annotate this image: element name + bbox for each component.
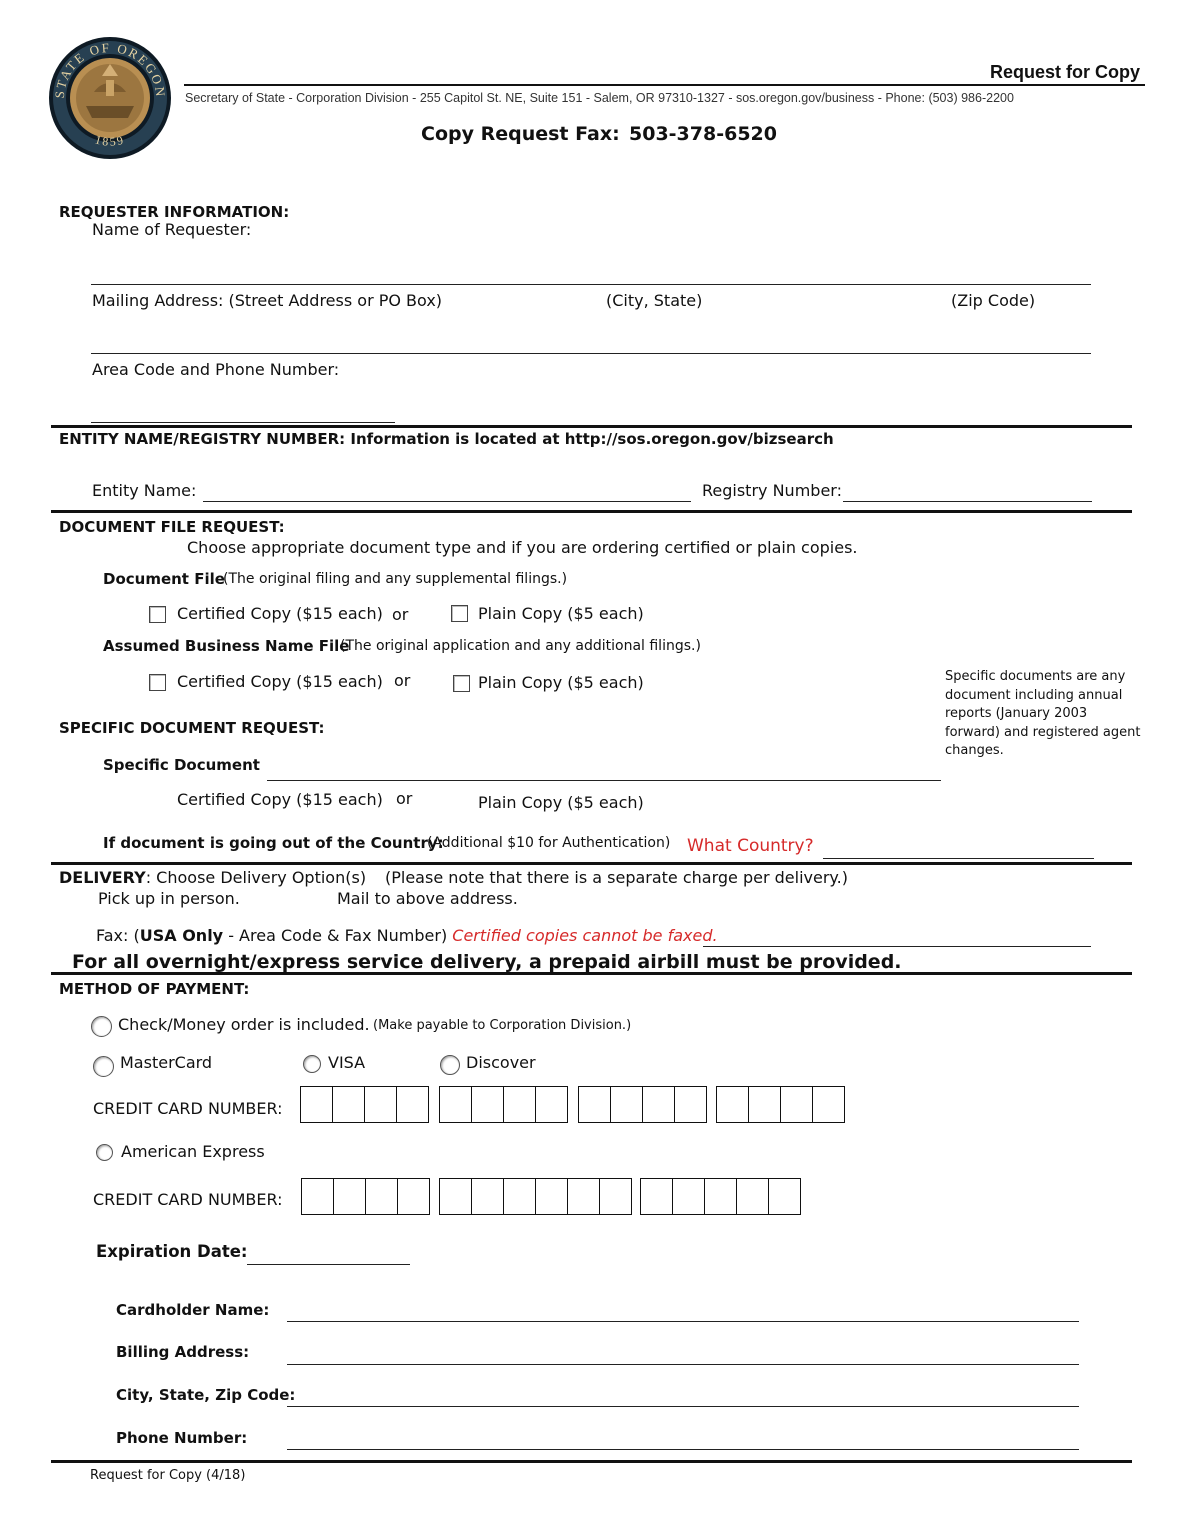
visa-label: VISA	[328, 1053, 366, 1072]
entity-section-heading: ENTITY NAME/REGISTRY NUMBER: Information is located at http://sos.oregon.gov/bizsearch	[59, 430, 834, 448]
fax-prefix: Fax: (	[96, 926, 140, 945]
check-payable-note: (Make payable to Corporation Division.)	[373, 1018, 632, 1033]
document-file-note: (The original filing and any supplemental filings.)	[223, 571, 568, 587]
entity-name-field[interactable]	[203, 501, 691, 502]
cc-digit-group-2[interactable]	[439, 1086, 568, 1123]
american-express-radio[interactable]	[96, 1144, 113, 1161]
cc-digit-group-1[interactable]	[300, 1086, 429, 1123]
abn-plain-label: Plain Copy ($5 each)	[478, 673, 644, 692]
document-file-plain-label: Plain Copy ($5 each)	[478, 604, 644, 623]
svg-text:1859: 1859	[93, 132, 127, 149]
country-field[interactable]	[823, 858, 1094, 859]
what-country-label: What Country?	[687, 836, 814, 856]
credit-card-number-label: CREDIT CARD NUMBER:	[93, 1099, 283, 1118]
pickup-option[interactable]: Pick up in person.	[98, 889, 240, 908]
phone-number-label: Area Code and Phone Number:	[92, 360, 340, 379]
delivery-heading	[59, 868, 366, 887]
mailing-address-label: Mailing Address: (Street Address or PO Box)	[92, 291, 443, 310]
american-express-label: American Express	[121, 1142, 265, 1161]
mastercard-radio[interactable]	[93, 1056, 114, 1077]
assumed-business-name-note: (The original application and any additional filings.)	[340, 638, 701, 654]
document-file-section-heading: DOCUMENT FILE REQUEST:	[59, 518, 285, 536]
out-of-country-label: If document is going out of the Country:	[103, 834, 444, 852]
svg-text:STATE OF OREGON: STATE OF OREGON	[51, 39, 169, 99]
phone-number-field[interactable]	[91, 422, 395, 423]
entity-name-label: Entity Name:	[92, 481, 197, 500]
discover-radio[interactable]	[440, 1055, 460, 1075]
or-text: or	[394, 671, 411, 690]
section-divider	[51, 862, 1132, 865]
section-divider	[51, 425, 1132, 428]
agency-address-line: Secretary of State - Corporation Division - 255 Capitol St. NE, Suite 151 - Salem, OR 97310-1327 - sos.oregon.gov/business - Phone: (503) 986-2200	[185, 91, 1014, 105]
amex-digit-group-3[interactable]	[640, 1178, 801, 1215]
document-file-certified-label: Certified Copy ($15 each)	[177, 604, 383, 623]
specific-certified-label: Certified Copy ($15 each)	[177, 790, 383, 809]
footer-rule	[51, 1460, 1132, 1463]
fax-warning: Certified copies cannot be faxed.	[452, 926, 718, 945]
fax-usa-only: USA Only	[139, 926, 224, 945]
cardholder-name-label: Cardholder Name:	[116, 1301, 270, 1319]
document-file-certified-checkbox[interactable]	[149, 606, 166, 623]
section-divider	[51, 972, 1132, 975]
abn-certified-label: Certified Copy ($15 each)	[177, 672, 383, 691]
form-id-footer: Request for Copy (4/18)	[90, 1468, 246, 1483]
amex-card-number-label: CREDIT CARD NUMBER:	[93, 1190, 283, 1209]
cardholder-name-field[interactable]	[287, 1321, 1079, 1322]
fax-option-label	[96, 926, 718, 945]
billing-address-label: Billing Address:	[116, 1343, 250, 1361]
specific-document-section-heading: SPECIFIC DOCUMENT REQUEST:	[59, 719, 325, 737]
copy-request-fax-number: 503-378-6520	[629, 123, 777, 145]
side-note-line: forward) and registered agent	[945, 724, 1141, 740]
check-money-order-label: Check/Money order is included.	[118, 1015, 370, 1034]
fax-rest: - Area Code & Fax Number)	[223, 926, 448, 945]
abn-plain-checkbox[interactable]	[453, 675, 470, 692]
check-money-order-radio[interactable]	[91, 1016, 112, 1037]
delivery-charge-note: (Please note that there is a separate charge per delivery.)	[385, 868, 848, 887]
specific-plain-label: Plain Copy ($5 each)	[478, 793, 644, 812]
zip-code-label: (Zip Code)	[951, 291, 1036, 310]
document-file-plain-checkbox[interactable]	[451, 605, 468, 622]
cc-digit-group-3[interactable]	[578, 1086, 707, 1123]
specific-document-field[interactable]	[267, 780, 941, 781]
city-state-label: (City, State)	[606, 291, 703, 310]
discover-label: Discover	[466, 1053, 536, 1072]
payment-phone-field[interactable]	[287, 1449, 1079, 1450]
mastercard-label: MasterCard	[120, 1053, 213, 1072]
visa-radio[interactable]	[303, 1055, 321, 1073]
amex-digit-group-2[interactable]	[439, 1178, 632, 1215]
mail-option[interactable]: Mail to above address.	[337, 889, 518, 908]
city-state-zip-field[interactable]	[287, 1406, 1079, 1407]
requester-name-label: Name of Requester:	[92, 220, 252, 239]
oregon-state-seal	[48, 36, 172, 160]
side-note-line: changes.	[945, 743, 1004, 758]
specific-documents-side-note	[945, 668, 1140, 761]
payment-section-heading: METHOD OF PAYMENT:	[59, 980, 250, 998]
section-divider	[51, 510, 1132, 513]
fax-number-field[interactable]	[703, 946, 1091, 947]
expiration-date-field[interactable]	[247, 1264, 410, 1265]
registry-number-label: Registry Number:	[702, 481, 842, 500]
side-note-line: reports (January 2003	[945, 706, 1088, 721]
side-note-line: document including annual	[945, 687, 1123, 703]
expiration-date-label: Expiration Date:	[96, 1242, 248, 1261]
cc-digit-group-4[interactable]	[716, 1086, 845, 1123]
amex-digit-group-1[interactable]	[301, 1178, 430, 1215]
city-state-zip-label: City, State, Zip Code:	[116, 1386, 296, 1404]
authentication-note: (Additional $10 for Authentication)	[427, 835, 671, 851]
or-text: or	[396, 789, 413, 808]
overnight-airbill-notice: For all overnight/express service delivery, a prepaid airbill must be provided.	[72, 951, 902, 973]
form-title: Request for Copy	[989, 62, 1140, 82]
abn-certified-checkbox[interactable]	[149, 674, 166, 691]
specific-document-label: Specific Document	[103, 756, 260, 774]
requester-name-field[interactable]	[91, 284, 1091, 285]
copy-request-fax-label: Copy Request Fax:	[421, 123, 620, 145]
or-text: or	[392, 605, 409, 624]
requester-section-heading: REQUESTER INFORMATION:	[59, 203, 290, 221]
delivery-heading-bold: DELIVERY	[59, 868, 146, 887]
document-file-instructions: Choose appropriate document type and if you are ordering certified or plain copies.	[187, 538, 858, 557]
billing-address-field[interactable]	[287, 1364, 1079, 1365]
document-file-label: Document File	[103, 570, 225, 588]
header-rule	[184, 84, 1145, 86]
assumed-business-name-label: Assumed Business Name File	[103, 637, 350, 655]
delivery-heading-rest: : Choose Delivery Option(s)	[145, 868, 367, 887]
payment-phone-label: Phone Number:	[116, 1429, 248, 1447]
registry-number-field[interactable]	[843, 501, 1092, 502]
side-note-line: Specific documents are any	[945, 669, 1126, 684]
mailing-address-field[interactable]	[91, 353, 1091, 354]
